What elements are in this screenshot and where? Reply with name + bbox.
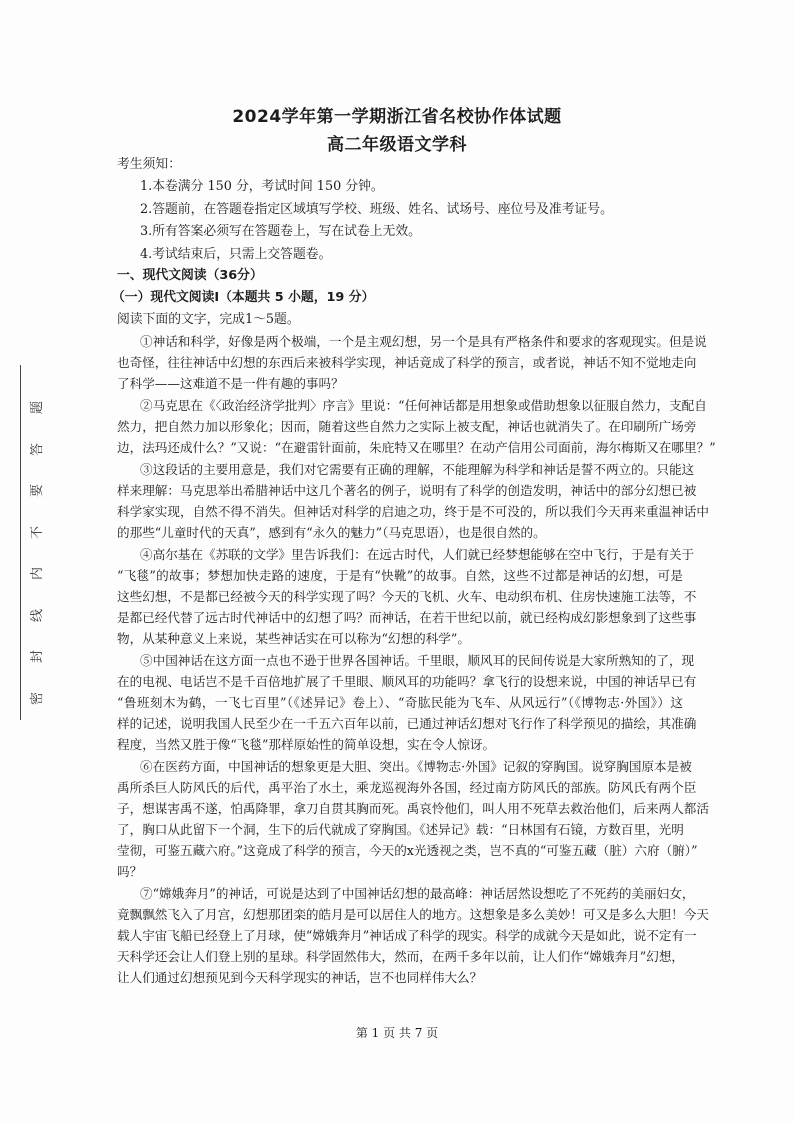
paragraph-line: 子，想谋害禹不遂，怕禹降罪，拿刀自贯其胸而死。禹哀怜他们，叫人用不死草去救治他们，后来两人都活: [117, 801, 709, 816]
binding-char: 密: [30, 691, 46, 705]
paragraph-line: 也奇怪，往往神话中幻想的东西后来被科学实现，神话竟成了科学的预言，或者说，神话不知不觉地走向: [117, 355, 697, 370]
paragraph-start-line: ⑦“嫦娥奔月”的神话，可说是达到了中国神话幻想的最高峰：神话居然设想吃了不死药的美丽妇女，: [140, 886, 695, 901]
paragraph-line: 在的电视、电话岂不是千百倍地扩展了千里眼、顺风耳的功能吗？拿飞行的设想来说，中国的神话早已有: [117, 674, 697, 689]
paragraph-line: 科学家实现，自然不得不消失。但神话对科学的启迪之功，终于是不可没的，所以我们今天再来重温神话中: [117, 504, 709, 519]
section-heading: 一、现代文阅读（36分）: [117, 268, 263, 283]
exam-subtitle: 高二年级语文学科: [327, 135, 467, 155]
binding-char: 线: [30, 608, 46, 622]
paragraph-line: 载人宇宙飞船已经登上了月球，使“嫦娥奔月”神话成了科学的现实。科学的成就今天是如此，说不定有一: [117, 928, 697, 943]
notice-item: 3.所有答案必须写在答题卷上，写在试卷上无效。: [140, 224, 421, 239]
binding-char: 内: [30, 567, 46, 581]
paragraph-line: 边，法玛还成什么？”又说：“在避雷针面前，朱庇特又在哪里？在动产信用公司面前，海尔梅斯又在哪里？”: [117, 440, 716, 455]
binding-char: 不: [30, 525, 46, 539]
notice-heading: 考生须知：: [117, 157, 181, 172]
paragraph-start-line: ⑤中国神话在这方面一点也不逊于世界各国神话。千里眼，顺风耳的民间传说是大家所熟知的了，现: [140, 653, 695, 668]
paragraph-line: 然力，把自然力加以形象化；因而，随着这些自然力之实际上被支配，神话也就消失了。在印刷所广场旁: [117, 419, 697, 434]
paragraph-line: 吗？: [117, 864, 143, 879]
paragraph-line: 禹所杀巨人防风氏的后代，禹平治了水土，乘龙巡视海外各国，经过南方防风氏的部族。防风氏有两个臣: [117, 780, 697, 795]
paragraph-start-line: ②马克思在《〈政治经济学批判〉序言》里说：“任何神话都是用想象或借助想象以征服自然力，支配自: [140, 398, 707, 413]
paragraph-line: 竟飘飘然飞入了月宫，幻想那团栾的皓月是可以居住人的地方。这想象是多么美妙！可又是多么大胆！今天: [117, 907, 709, 922]
binding-line: [20, 365, 21, 720]
paragraph-line: 天科学还会让人们登上别的星球。科学固然伟大，然而，在两千多年以前，让人们作“嫦娥奔月”幻想，: [117, 949, 685, 964]
binding-notice: [28, 398, 44, 708]
paragraph-line: 物，从某种意义上来说，某些神话实在可以称为“幻想的科学”。: [117, 631, 470, 646]
binding-char: 题: [30, 400, 46, 415]
paragraph-line: 程度，当然又胜于像“飞毯”那样原始性的简单设想，实在令人惊讶。: [117, 737, 496, 752]
paragraph-line: 了，胸口从此留下一个洞，生下的后代就成了穿胸国。《述异记》载：“日林国有石镜，方数百里，光明: [117, 822, 684, 837]
paragraph-line: 莹彻，可鉴五藏六府。”这竟成了科学的预言，今天的x光透视之类，岂不真的“可鉴五藏（脏）六府（腑）”: [117, 843, 698, 858]
notice-item: 1.本卷满分 150 分，考试时间 150 分钟。: [140, 179, 384, 194]
binding-char: 要: [30, 484, 46, 498]
paragraph-line: 样来理解：马克思举出希腊神话中这几个著名的例子，说明有了科学的创造发明，神话中的部分幻想已被: [117, 483, 697, 498]
paragraph-line: 样的记述，说明我国人民至少在一千五六百年以前，已通过神话幻想对飞行作了科学预见的描绘，其准确: [117, 716, 697, 731]
paragraph-line: “鲁班刻木为鹤，一飞七百里”（《述异记》卷上）、“奇肱民能为飞车、从风远行”（《博物志·外国》）这: [117, 695, 683, 710]
reading-instruction: 阅读下面的文字，完成1～5题。: [117, 312, 300, 327]
binding-char: 答: [30, 442, 46, 456]
page-number: 第 1 页 共 7 页: [355, 1026, 439, 1040]
subsection-heading: （一）现代文阅读Ⅰ（本题共 5 小题，19 分）: [112, 290, 375, 305]
paragraph-line: 了科学——这难道不是一件有趣的事吗？: [117, 376, 344, 391]
paragraph-line: 这些幻想，不是都已经被今天的科学实现了吗？今天的飞机、火车、电动织布机、住房快速施工法等，不: [117, 589, 697, 604]
notice-item: 4.考试结束后，只需上交答题卷。: [140, 247, 332, 262]
binding-char: 封: [30, 650, 46, 664]
paragraph-start-line: ④高尔基在《苏联的文学》里告诉我们：在远古时代，人们就已经梦想能够在空中飞行，于是有关于: [140, 547, 695, 562]
paragraph-line: 的那些“儿童时代的天真”，感到有“永久的魅力”（马克思语），也是很自然的。: [117, 525, 546, 540]
paragraph-start-line: ③这段话的主要用意是，我们对它需要有正确的理解，不能理解为科学和神话是誓不两立的。只能这: [140, 462, 695, 477]
paragraph-line: 是都已经代替了远古时代神话中的幻想了吗？而神话，在若干世纪以前，就已经构成幻影想象到了这些事: [117, 610, 697, 625]
exam-title: 2024学年第一学期浙江省名校协作体试题: [232, 107, 562, 127]
paragraph-line: 让人们通过幻想预见到今天科学现实的神话，岂不也同样伟大么？: [117, 970, 483, 985]
paragraph-start-line: ①神话和科学，好像是两个极端，一个是主观幻想，另一个是具有严格条件和要求的客观现实。但是说: [140, 334, 707, 349]
passage: [117, 330, 716, 988]
paragraph-line: “飞毯”的故事；梦想加快走路的速度，于是有“快靴”的故事。自然，这些不过都是神话的幻想，可是: [117, 568, 683, 583]
notice-item: 2.答题前，在答题卷指定区域填写学校、班级、姓名、试场号、座位号及准考证号。: [140, 202, 613, 217]
paragraph-start-line: ⑥在医药方面，中国神话的想象更是大胆、突出。《博物志·外国》记叙的穿胸国。说穿胸国原本是被: [140, 759, 692, 774]
